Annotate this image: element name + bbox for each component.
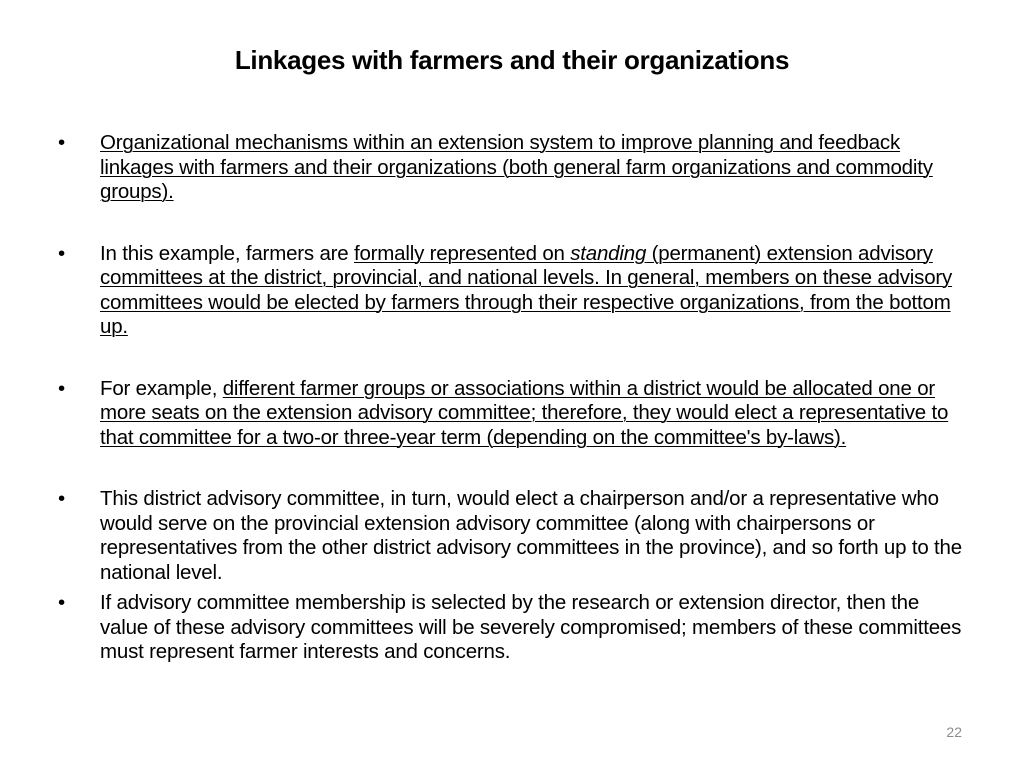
bullet-text-underlined-italic: standing bbox=[570, 241, 647, 265]
slide-title: Linkages with farmers and their organizations bbox=[234, 45, 790, 75]
bullet-text: In this example, farmers are bbox=[100, 241, 354, 265]
bullet-item bbox=[58, 242, 968, 340]
bullet-text-underlined: Organizational mechanisms within an extension system to improve planning and feedback linkages with farmers and their organizations (both general farm organizations and commodity groups). bbox=[100, 131, 933, 203]
bullet-text: This district advisory committee, in turn, would elect a chairperson and/or a representative who would serve on the provincial extension advisory committee (along with chairpersons or representatives from the other district advisory committees in the province), and so forth up to the national level. bbox=[100, 487, 962, 584]
bullet-item bbox=[58, 591, 968, 665]
bullet-text-underlined: different farmer groups or associations within a district would be allocated one or more seats on the extension advisory committee; therefore, they would elect a representative to that committee for a two-or three-year term (depending on the committee's by-laws). bbox=[100, 376, 949, 449]
bullet-dot-icon: • bbox=[58, 241, 65, 265]
bullet-dot-icon: • bbox=[58, 487, 65, 510]
bullet-item bbox=[58, 131, 968, 205]
bullet-text: For example, bbox=[100, 376, 223, 400]
page-number: 22 bbox=[946, 724, 962, 740]
bullet-dot-icon: • bbox=[58, 591, 65, 614]
bullet-list bbox=[58, 131, 968, 665]
bullet-text-underlined: formally represented on bbox=[353, 241, 571, 265]
bullet-text-underlined: (permanent) extension advisory committees at the district, provincial, and national levels. In general, members on these advisory committees would be elected by farmers through their respective organizations, from the bottom up. bbox=[100, 241, 953, 338]
bullet-text: If advisory committee membership is selected by the research or extension director, then the value of these advisory committees will be severely compromised; members of these committees must represent farmer interests and concerns. bbox=[100, 591, 962, 663]
bullet-item bbox=[58, 377, 968, 451]
bullet-dot-icon: • bbox=[58, 376, 65, 400]
bullet-dot-icon: • bbox=[58, 131, 65, 154]
bullet-item bbox=[58, 487, 968, 585]
